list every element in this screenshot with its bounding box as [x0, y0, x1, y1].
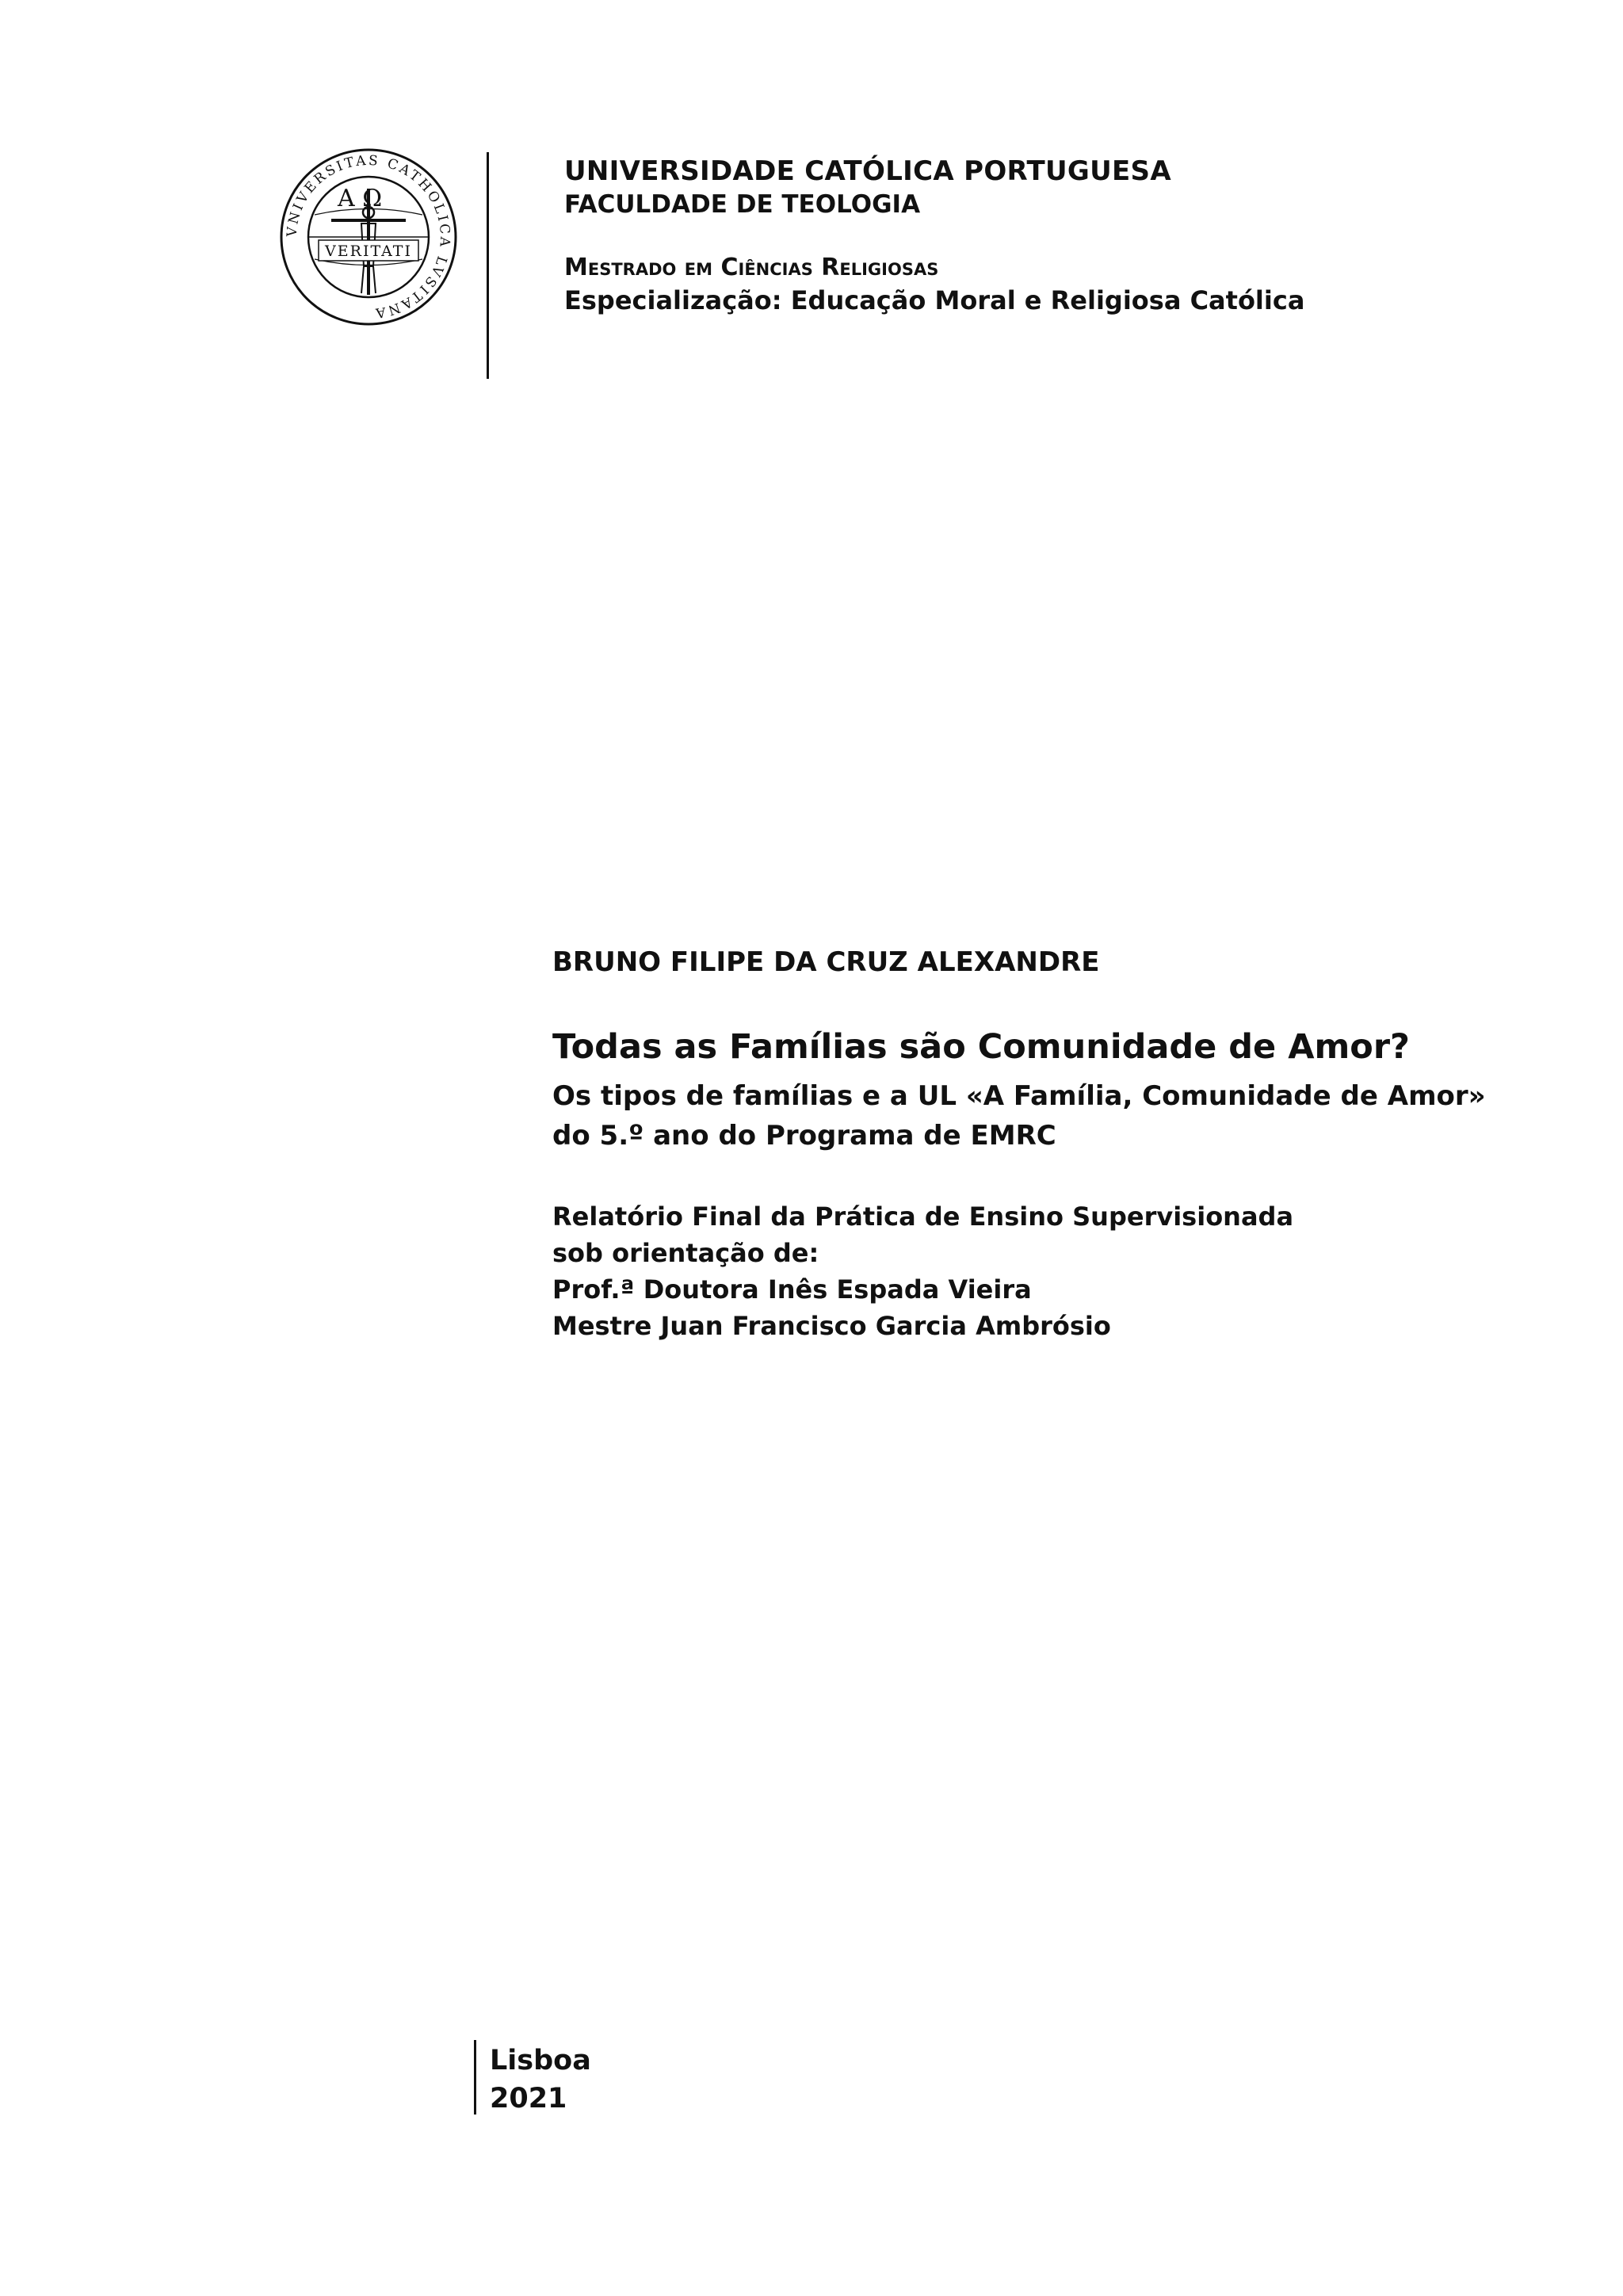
place-and-date — [490, 2042, 591, 2118]
degree-name: Mestrado em Ciências Religiosas — [564, 254, 939, 281]
year: 2021 — [490, 2083, 567, 2115]
advisor-2: Mestre Juan Francisco Garcia Ambrósio — [552, 1311, 1111, 1341]
faculty-name: FACULDADE DE TEOLOGIA — [564, 190, 921, 219]
city: Lisboa — [490, 2045, 591, 2076]
header-divider-line — [487, 152, 489, 379]
advisor-1: Prof.ª Doutora Inês Espada Vieira — [552, 1274, 1032, 1305]
specialization: Especialização: Educação Moral e Religiosa Católica — [564, 285, 1305, 315]
report-info — [552, 1198, 1293, 1344]
footer-divider-line — [474, 2040, 476, 2115]
university-name: UNIVERSIDADE CATÓLICA PORTUGUESA — [564, 155, 1171, 187]
report-type: Relatório Final da Prática de Ensino Supervisionada — [552, 1201, 1294, 1232]
author-name: BRUNO FILIPE DA CRUZ ALEXANDRE — [552, 946, 1100, 978]
svg-text:Α Ω: Α Ω — [338, 185, 383, 212]
thesis-subtitle: Os tipos de famílias e a UL «A Família, Comunidade de Amor» do 5.º ano do Programa de EMRC — [552, 1080, 1486, 1152]
thesis-title: Todas as Famílias são Comunidade de Amor? — [552, 1027, 1410, 1067]
svg-text:VNIVERSITAS CATHOLICA LVSITANA: VNIVERSITAS CATHOLICA LVSITANA — [284, 152, 453, 321]
supervision-label: sob orientação de: — [552, 1238, 819, 1268]
university-seal-logo — [279, 147, 458, 327]
svg-text:VERITATI: VERITATI — [325, 243, 412, 260]
